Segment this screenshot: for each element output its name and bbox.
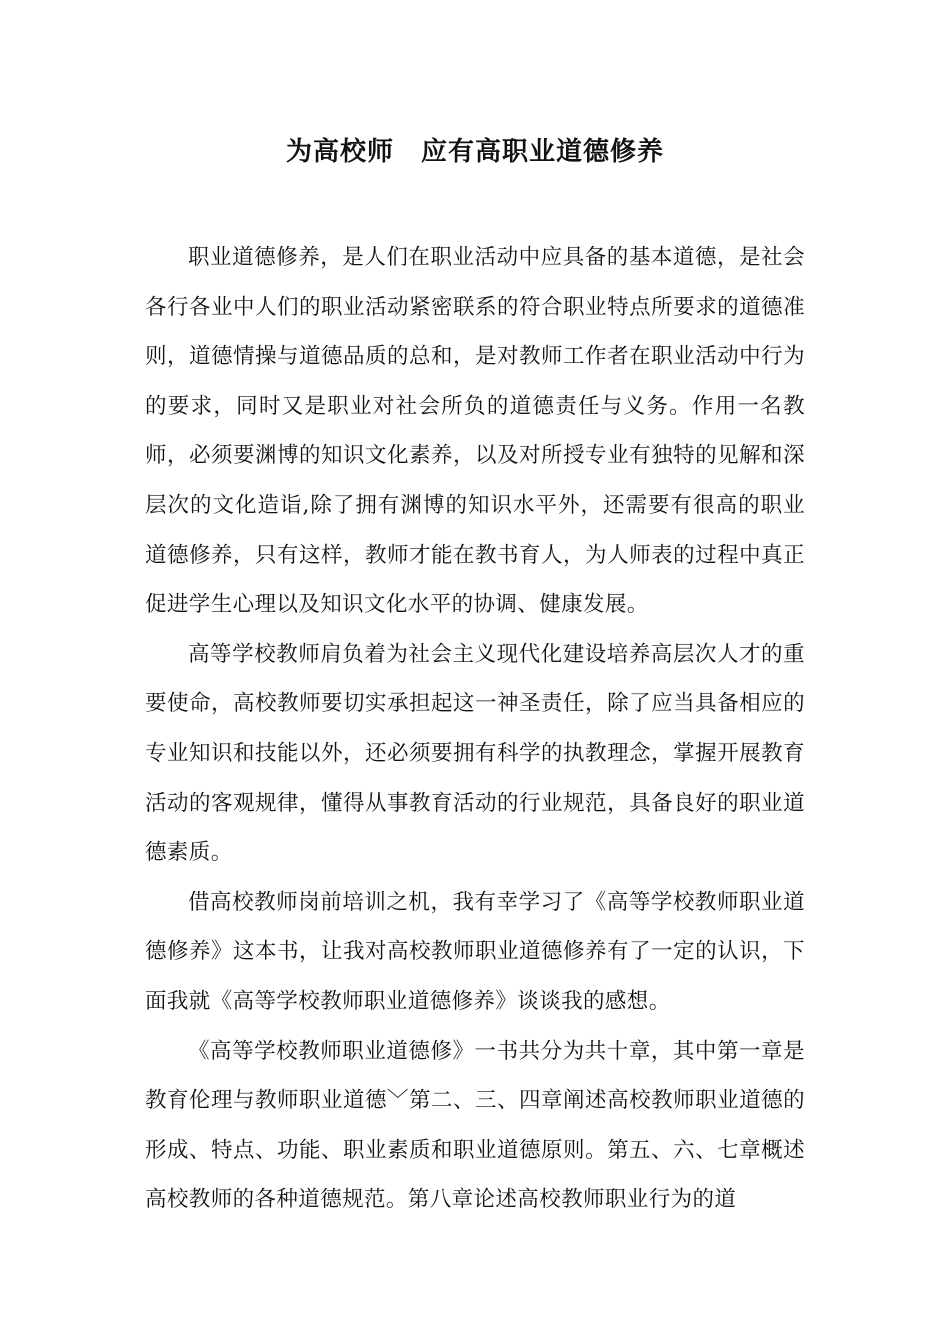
document-title: 为高校师 应有高职业道德修养 xyxy=(285,137,664,167)
paragraph-3: 借高校教师岗前培训之机，我有幸学习了《高等学校教师职业道德修养》这本书，让我对高校教师职业道德修养有了一定的认识，下面我就《高等学校教师职业道德修养》谈谈我的感想。 xyxy=(145,889,805,1014)
document-body xyxy=(145,233,805,1225)
paragraph-4: 《高等学校教师职业道德修》一书共分为共十章，其中第一章是教育伦理与教师职业道德﹀第二、三、四章阐述高校教师职业道德的形成、特点、功能、职业素质和职业道德原则。第五、六、七章概述高校教师的各种道德规范。第八章论述高校教师职业行为的道 xyxy=(145,1038,805,1213)
paragraph-2: 高等学校教师肩负着为社会主义现代化建设培养高层次人才的重要使命，高校教师要切实承担起这一神圣责任，除了应当具备相应的专业知识和技能以外，还必须要拥有科学的执教理念，掌握开展教育活动的客观规律，懂得从事教育活动的行业规范，具备良好的职业道德素质。 xyxy=(145,641,805,866)
paragraph-1: 职业道德修养，是人们在职业活动中应具备的基本道德，是社会各行各业中人们的职业活动紧密联系的符合职业特点所要求的道德准则，道德情操与道德品质的总和，是对教师工作者在职业活动中行为的要求，同时又是职业对社会所负的道德责任与义务。作用一名教师，必须要渊博的知识文化素养，以及对所授专业有独特的见解和深层次的文化造诣,除了拥有渊博的知识水平外，还需要有很高的职业道德修养，只有这样，教师才能在教书育人，为人师表的过程中真正促进学生心理以及知识文化水平的协调、健康发展。 xyxy=(145,245,805,618)
